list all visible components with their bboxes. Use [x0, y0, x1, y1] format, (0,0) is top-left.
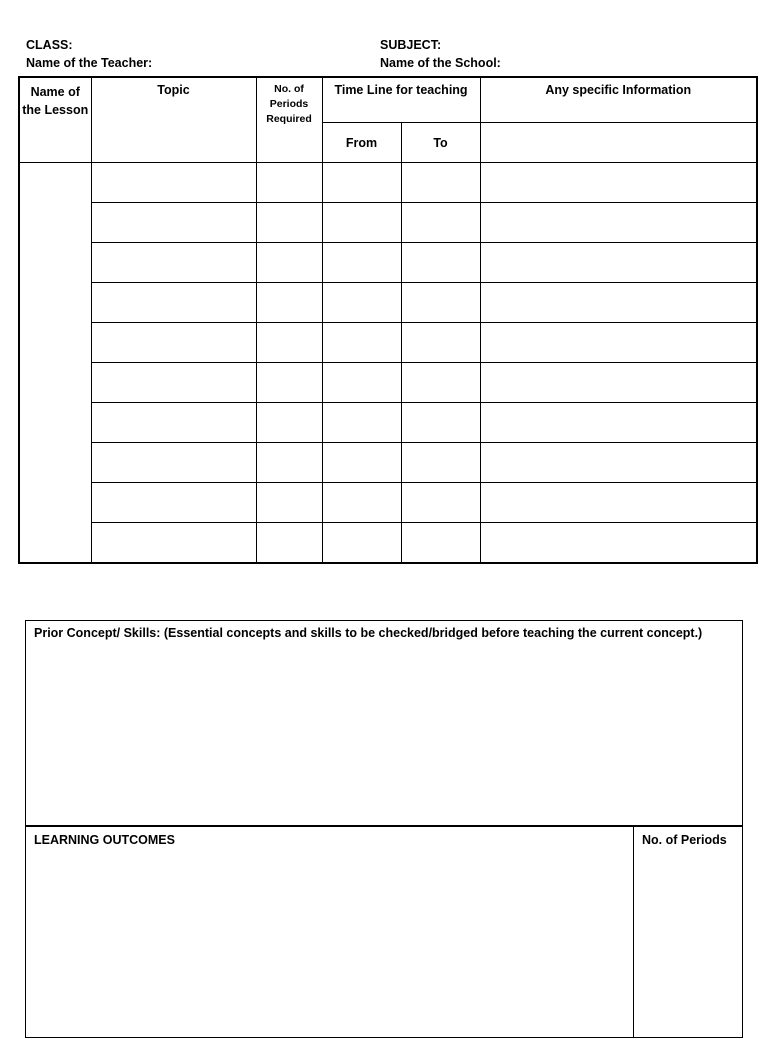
cell-to[interactable]	[401, 443, 480, 483]
cell-from[interactable]	[322, 483, 401, 523]
cell-info[interactable]	[480, 163, 757, 203]
cell-topic[interactable]	[91, 283, 256, 323]
column-header-specific-info: Any specific Information	[480, 77, 757, 123]
cell-from[interactable]	[322, 363, 401, 403]
cell-topic[interactable]	[91, 203, 256, 243]
cell-periods[interactable]	[256, 163, 322, 203]
cell-from[interactable]	[322, 243, 401, 283]
cell-from[interactable]	[322, 403, 401, 443]
cell-from[interactable]	[322, 523, 401, 564]
cell-topic[interactable]	[91, 403, 256, 443]
cell-topic[interactable]	[91, 523, 256, 564]
cell-topic[interactable]	[91, 363, 256, 403]
cell-topic[interactable]	[91, 443, 256, 483]
column-header-info-blank	[480, 123, 757, 163]
cell-info[interactable]	[480, 363, 757, 403]
column-header-periods-required: No. of Periods Required	[256, 77, 322, 163]
subject-label: SUBJECT:	[380, 38, 442, 52]
cell-info[interactable]	[480, 203, 757, 243]
cell-info[interactable]	[480, 403, 757, 443]
table-row	[19, 323, 757, 363]
class-label: CLASS:	[26, 38, 73, 52]
cell-lesson[interactable]	[19, 163, 91, 564]
cell-periods[interactable]	[256, 283, 322, 323]
column-header-from: From	[322, 123, 401, 163]
no-of-periods-label: No. of Periods	[642, 833, 727, 847]
table-row	[19, 243, 757, 283]
table-row	[19, 483, 757, 523]
table-body	[19, 163, 757, 564]
cell-from[interactable]	[322, 203, 401, 243]
cell-to[interactable]	[401, 163, 480, 203]
table-row	[19, 163, 757, 203]
cell-periods[interactable]	[256, 403, 322, 443]
cell-info[interactable]	[480, 243, 757, 283]
cell-info[interactable]	[480, 323, 757, 363]
cell-periods[interactable]	[256, 523, 322, 564]
table-row	[19, 283, 757, 323]
prior-concept-box[interactable]	[25, 620, 743, 826]
cell-periods[interactable]	[256, 243, 322, 283]
column-header-lesson: Name of the Lesson	[19, 77, 91, 163]
cell-to[interactable]	[401, 363, 480, 403]
cell-from[interactable]	[322, 323, 401, 363]
cell-to[interactable]	[401, 203, 480, 243]
table-row	[19, 203, 757, 243]
cell-info[interactable]	[480, 283, 757, 323]
cell-from[interactable]	[322, 283, 401, 323]
lesson-plan-table	[18, 76, 758, 564]
cell-to[interactable]	[401, 283, 480, 323]
cell-periods[interactable]	[256, 323, 322, 363]
cell-periods[interactable]	[256, 203, 322, 243]
column-header-to: To	[401, 123, 480, 163]
prior-concept-label: Prior Concept/ Skills: (Essential concepts and skills to be checked/bridged before teaching the current concept.)	[34, 626, 703, 640]
cell-periods[interactable]	[256, 443, 322, 483]
cell-info[interactable]	[480, 523, 757, 564]
school-name-label: Name of the School:	[380, 56, 501, 70]
cell-periods[interactable]	[256, 483, 322, 523]
table-row	[19, 363, 757, 403]
teacher-name-label: Name of the Teacher:	[26, 56, 153, 70]
cell-from[interactable]	[322, 163, 401, 203]
cell-periods[interactable]	[256, 363, 322, 403]
no-of-periods-box[interactable]	[633, 825, 743, 1038]
table-row	[19, 443, 757, 483]
cell-topic[interactable]	[91, 483, 256, 523]
cell-to[interactable]	[401, 403, 480, 443]
cell-info[interactable]	[480, 483, 757, 523]
cell-to[interactable]	[401, 243, 480, 283]
cell-to[interactable]	[401, 483, 480, 523]
cell-to[interactable]	[401, 523, 480, 564]
table-row	[19, 403, 757, 443]
cell-topic[interactable]	[91, 323, 256, 363]
column-header-timeline: Time Line for teaching	[322, 77, 480, 123]
column-header-topic: Topic	[91, 77, 256, 163]
cell-topic[interactable]	[91, 243, 256, 283]
cell-topic[interactable]	[91, 163, 256, 203]
cell-info[interactable]	[480, 443, 757, 483]
cell-from[interactable]	[322, 443, 401, 483]
table-row	[19, 523, 757, 564]
learning-outcomes-label: LEARNING OUTCOMES	[34, 833, 175, 847]
cell-to[interactable]	[401, 323, 480, 363]
learning-outcomes-box[interactable]	[25, 825, 634, 1038]
